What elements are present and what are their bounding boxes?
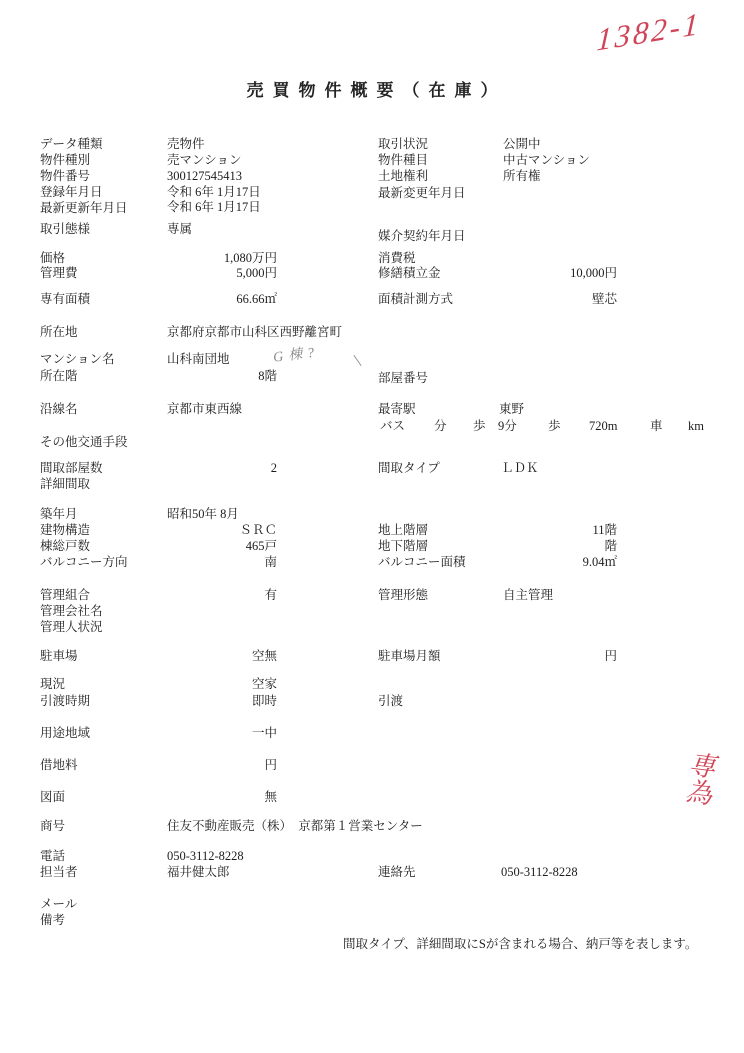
layout-detail-label: 詳細間取 [40, 477, 91, 491]
handover-timing-label: 引渡時期 [40, 694, 91, 708]
current-status-label: 現況 [40, 677, 66, 691]
floors-below-value: 階 [604, 539, 617, 553]
parking-value: 空無 [251, 649, 277, 663]
phone-label: 電話 [40, 849, 66, 863]
access-walk-label-2: 歩 [548, 419, 561, 433]
floor-located-label: 所在階 [40, 369, 78, 383]
parking-monthly-label: 駐車場月額 [378, 649, 441, 663]
floors-above-label: 地上階層 [378, 523, 429, 537]
location-label: 所在地 [40, 325, 78, 339]
structure-label: 建物構造 [40, 523, 91, 537]
contact-value: 050-3112-8228 [501, 865, 578, 879]
handwritten-doc-number: 1382-1 [595, 5, 703, 58]
handover-label: 引渡 [378, 694, 404, 708]
management-assoc-label: 管理組合 [40, 588, 91, 602]
total-units-label: 棟総戸数 [40, 539, 91, 553]
exclusive-area-value: 66.66㎡ [236, 292, 277, 306]
management-assoc-value: 有 [264, 588, 277, 602]
floor-located-value: 8階 [258, 369, 277, 383]
land-rent-value: 円 [264, 758, 277, 772]
brokerage-contract-date-label: 媒介契約年月日 [378, 229, 466, 243]
property-number-value: 300127545413 [167, 169, 242, 183]
other-transport-label: その他交通手段 [40, 435, 128, 449]
remarks-label: 備考 [40, 913, 66, 927]
management-form-label: 管理形態 [378, 588, 429, 602]
built-date-label: 築年月 [40, 507, 78, 521]
registration-date-value: 令和 6年 1月17日 [167, 185, 261, 199]
layout-type-value: ＬＤＫ [501, 461, 539, 475]
location-value: 京都府京都市山科区西野離宮町 [167, 325, 343, 339]
contact-label: 連絡先 [378, 865, 416, 879]
zoning-value: 一中 [251, 726, 277, 740]
exclusive-area-label: 専有面積 [40, 292, 91, 306]
access-bus-label: バス [380, 419, 406, 433]
phone-value: 050-3112-8228 [167, 849, 244, 863]
price-value: 1,080万円 [223, 251, 277, 265]
agent-label: 担当者 [40, 865, 78, 879]
access-walk-label-1: 歩 [473, 419, 486, 433]
footer-note: 間取タイプ、詳細間取にSが含まれる場合、納戸等を表します。 [343, 937, 698, 951]
parking-label: 駐車場 [40, 649, 78, 663]
agent-value: 福井健太郎 [167, 865, 230, 879]
rail-line-label: 沿線名 [40, 402, 78, 416]
transaction-status-value: 公開中 [503, 137, 541, 151]
last-update-date-label: 最新更新年月日 [40, 201, 128, 215]
company-value: 住友不動産販売（株） 京都第１営業センター [167, 819, 423, 833]
total-units-value: 465戸 [245, 539, 277, 553]
caretaker-status-label: 管理人状況 [40, 620, 103, 634]
area-measurement-value: 壁芯 [591, 292, 617, 306]
nearest-station-label: 最寄駅 [378, 402, 416, 416]
building-name-label: マンション名 [40, 352, 115, 366]
data-type-label: データ種類 [40, 137, 103, 151]
current-status-value: 空家 [251, 677, 277, 691]
property-category-value: 売マンション [167, 153, 242, 167]
transaction-status-label: 取引状況 [378, 137, 429, 151]
room-number-label: 部屋番号 [378, 371, 429, 385]
balcony-area-label: バルコニー面積 [378, 555, 466, 569]
access-car-label: 車 [650, 419, 663, 433]
land-rent-label: 借地料 [40, 758, 78, 772]
building-name-value: 山科南団地 [167, 352, 230, 366]
room-count-value: 2 [270, 461, 277, 475]
layout-type-label: 間取タイプ [378, 461, 440, 475]
property-category-label: 物件種別 [40, 153, 91, 167]
access-car-km-unit: km [688, 419, 704, 433]
balcony-area-value: 9.04㎡ [582, 555, 617, 569]
drawing-value: 無 [264, 790, 277, 804]
consumption-tax-label: 消費税 [378, 251, 416, 265]
access-bus-minutes-unit: 分 [434, 419, 447, 433]
repair-reserve-label: 修繕積立金 [378, 266, 441, 280]
handover-timing-value: 即時 [251, 694, 277, 708]
transaction-mode-value: 専属 [167, 222, 193, 236]
structure-value: ＳＲＣ [239, 523, 277, 537]
management-form-value: 自主管理 [503, 588, 554, 602]
property-number-label: 物件番号 [40, 169, 91, 183]
property-type-value: 中古マンション [503, 153, 590, 167]
room-count-label: 間取部屋数 [40, 461, 103, 475]
data-type-value: 売物件 [167, 137, 205, 151]
nearest-station-value: 東野 [499, 402, 525, 416]
balcony-direction-label: バルコニー方向 [40, 555, 128, 569]
page-title: 売買物件概要（在庫） [246, 81, 507, 100]
management-fee-value: 5,000円 [236, 266, 277, 280]
last-change-date-label: 最新変更年月日 [378, 186, 466, 200]
management-company-label: 管理会社名 [40, 604, 103, 618]
company-label: 商号 [40, 819, 66, 833]
floors-above-value: 11階 [592, 523, 617, 537]
access-walk-minutes: 9分 [498, 419, 517, 433]
management-fee-label: 管理費 [40, 266, 78, 280]
repair-reserve-value: 10,000円 [570, 266, 617, 280]
price-label: 価格 [40, 251, 66, 265]
email-label: メール [40, 897, 78, 911]
property-type-label: 物件種目 [378, 153, 429, 167]
drawing-label: 図面 [40, 790, 66, 804]
last-update-date-value: 令和 6年 1月17日 [167, 200, 261, 214]
land-rights-value: 所有権 [503, 169, 541, 183]
rail-line-value: 京都市東西線 [167, 402, 243, 416]
built-date-value: 昭和50年 8月 [167, 507, 239, 521]
floors-below-label: 地下階層 [378, 539, 429, 553]
registration-date-label: 登録年月日 [40, 185, 103, 199]
land-rights-label: 土地権利 [378, 169, 429, 183]
zoning-label: 用途地域 [40, 726, 91, 740]
handwritten-red-stamp: 専為 [679, 749, 717, 807]
parking-monthly-value: 円 [604, 649, 617, 663]
pencil-stroke-mark [353, 355, 361, 366]
access-walk-distance: 720m [589, 419, 618, 433]
area-measurement-label: 面積計測方式 [378, 292, 454, 306]
handwritten-building-note: G棟? [272, 345, 321, 366]
transaction-mode-label: 取引態様 [40, 222, 91, 236]
balcony-direction-value: 南 [264, 555, 277, 569]
